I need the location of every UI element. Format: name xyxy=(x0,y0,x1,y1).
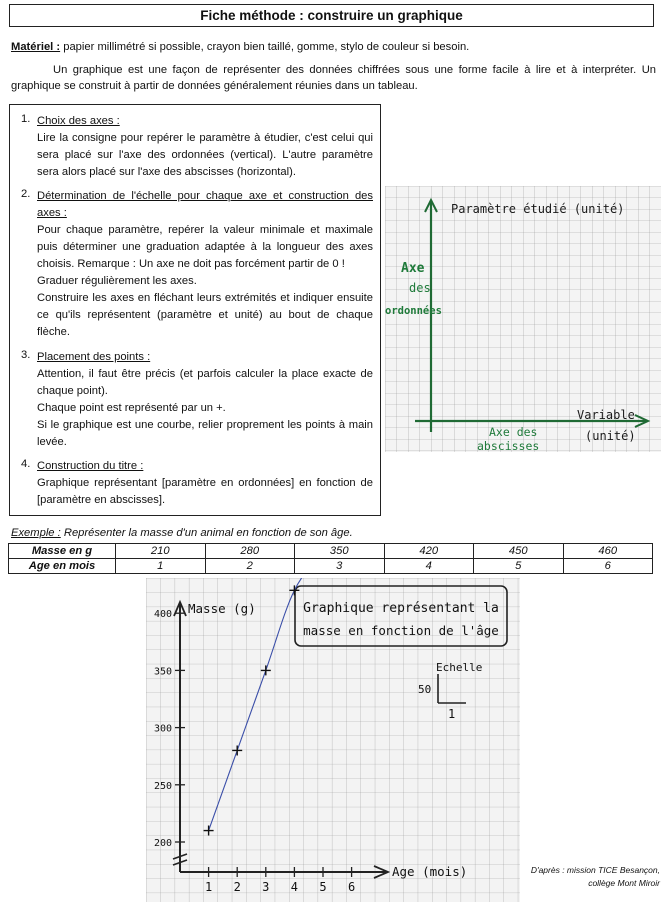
table-cell: 210 xyxy=(116,544,206,559)
scale-label: Echelle xyxy=(436,661,483,674)
axes-illustration xyxy=(385,186,661,452)
x-param-label-2: (unité) xyxy=(585,429,636,443)
step-line: Lire la consigne pour repérer le paramètre à étudier, c'est celui qui sera placé sur l'axe des ordonnées (vertical). L'autre paramètre sera alors placé sur l'axe des abscisses (horizontal). xyxy=(37,132,373,178)
chart-title-line-2: masse en fonction de l'âge xyxy=(303,623,499,638)
table-cell: 350 xyxy=(295,544,385,559)
example-label: Exemple : xyxy=(11,527,61,539)
step-line: Chaque point est représenté par un +. xyxy=(37,402,226,414)
step-line: Graduer régulièrement les axes. xyxy=(37,275,197,287)
step-body xyxy=(37,349,373,451)
y-axis-name-2: des xyxy=(409,281,431,295)
y-tick-label: 400 xyxy=(153,609,172,621)
x-tick-label: 1 xyxy=(204,880,213,894)
chart-title-line-1: Graphique représentant la xyxy=(303,601,499,616)
x-tick-label: 2 xyxy=(233,880,241,894)
step-line: Si le graphique est une courbe, relier proprement les points à main levée. xyxy=(37,419,373,448)
step-number: 1. xyxy=(21,113,31,125)
table-cell: 4 xyxy=(384,559,474,574)
step-heading: Choix des axes : xyxy=(37,115,120,127)
y-tick-label: 250 xyxy=(153,780,172,792)
table-cell: 280 xyxy=(205,544,295,559)
method-box xyxy=(9,104,381,516)
y-axis-name-3: ordonnées xyxy=(385,305,442,317)
table-row xyxy=(9,544,653,559)
table-cell: 420 xyxy=(384,544,474,559)
y-axis-name-1: Axe xyxy=(401,261,425,276)
step-line: Construire les axes en fléchant leurs extrémités et indiquer ensuite ce qu'ils représentent (paramètre et unité) au bout de chaque flèche. xyxy=(37,292,373,338)
y-axis-label: Masse (g) xyxy=(188,601,256,616)
table-cell: 2 xyxy=(205,559,295,574)
step-body xyxy=(37,188,373,341)
x-tick-label: 6 xyxy=(347,880,356,894)
step-body xyxy=(37,113,373,181)
example-graph xyxy=(146,578,520,902)
credit-line-2: collège Mont Miroir xyxy=(588,878,660,888)
credit-line-1: D'après : mission TICE Besançon, xyxy=(530,865,660,875)
intro-text: Un graphique est une façon de représenter des données chiffrées sous une forme facile à lire et à interpréter. Un graphique se construit à partir de données généralement réunies dans un tableau. xyxy=(11,64,656,92)
table-cell: 3 xyxy=(295,559,385,574)
step-line: Pour chaque paramètre, repérer la valeur minimale et maximale puis déterminer une graduation adaptée à la longueur des axes choisis. Remarque : Un axe ne doit pas forcément partir de 0 ! xyxy=(37,224,373,270)
table-cell: 6 xyxy=(563,559,653,574)
table-cell: 450 xyxy=(474,544,564,559)
example-line xyxy=(11,527,353,539)
intro-paragraph xyxy=(11,62,656,94)
table-cell: 5 xyxy=(474,559,564,574)
step-line: Attention, il faut être précis (et parfois calculer la place exacte de chaque point). xyxy=(37,368,373,397)
example-text: Représenter la masse d'un animal en fonction de son âge. xyxy=(60,527,353,539)
table-cell: 1 xyxy=(116,559,206,574)
row-header: Age en mois xyxy=(9,559,116,574)
step-line: Graphique représentant [paramètre en ordonnées] en fonction de [paramètre en abscisses]. xyxy=(37,477,373,506)
materiel-line xyxy=(11,40,656,54)
scale-x-value: 1 xyxy=(448,707,456,721)
step-heading: Placement des points : xyxy=(37,351,151,363)
step-number: 3. xyxy=(21,349,31,361)
x-tick-label: 5 xyxy=(319,880,327,894)
page-title: Fiche méthode : construire un graphique xyxy=(9,4,654,27)
step-number: 2. xyxy=(21,188,31,200)
materiel-label: Matériel : xyxy=(11,41,61,53)
step-heading: Construction du titre : xyxy=(37,460,144,472)
x-tick-label: 3 xyxy=(262,880,270,894)
data-table xyxy=(8,543,653,574)
y-tick-label: 300 xyxy=(153,723,172,735)
table-cell: 460 xyxy=(563,544,653,559)
x-axis-name-1: Axe des xyxy=(489,425,538,439)
y-tick-label: 200 xyxy=(153,838,172,849)
y-tick-label: 350 xyxy=(153,666,172,678)
x-axis-label: Age (mois) xyxy=(392,864,468,879)
step-heading: Détermination de l'échelle pour chaque axe et construction des axes : xyxy=(37,190,373,219)
credit xyxy=(531,864,660,890)
x-axis-name-2: abscisses xyxy=(477,439,540,452)
table-row xyxy=(9,559,653,574)
scale-y-value: 50 xyxy=(418,683,432,696)
step-number: 4. xyxy=(21,458,31,470)
row-header: Masse en g xyxy=(9,544,116,559)
y-param-label: Paramètre étudié (unité) xyxy=(451,202,625,216)
x-tick-label: 4 xyxy=(290,880,299,894)
materiel-text: papier millimétré si possible, crayon bien taillé, gomme, stylo de couleur si besoin. xyxy=(60,41,470,53)
x-param-label-1: Variable xyxy=(577,408,635,422)
step-body xyxy=(37,458,373,509)
